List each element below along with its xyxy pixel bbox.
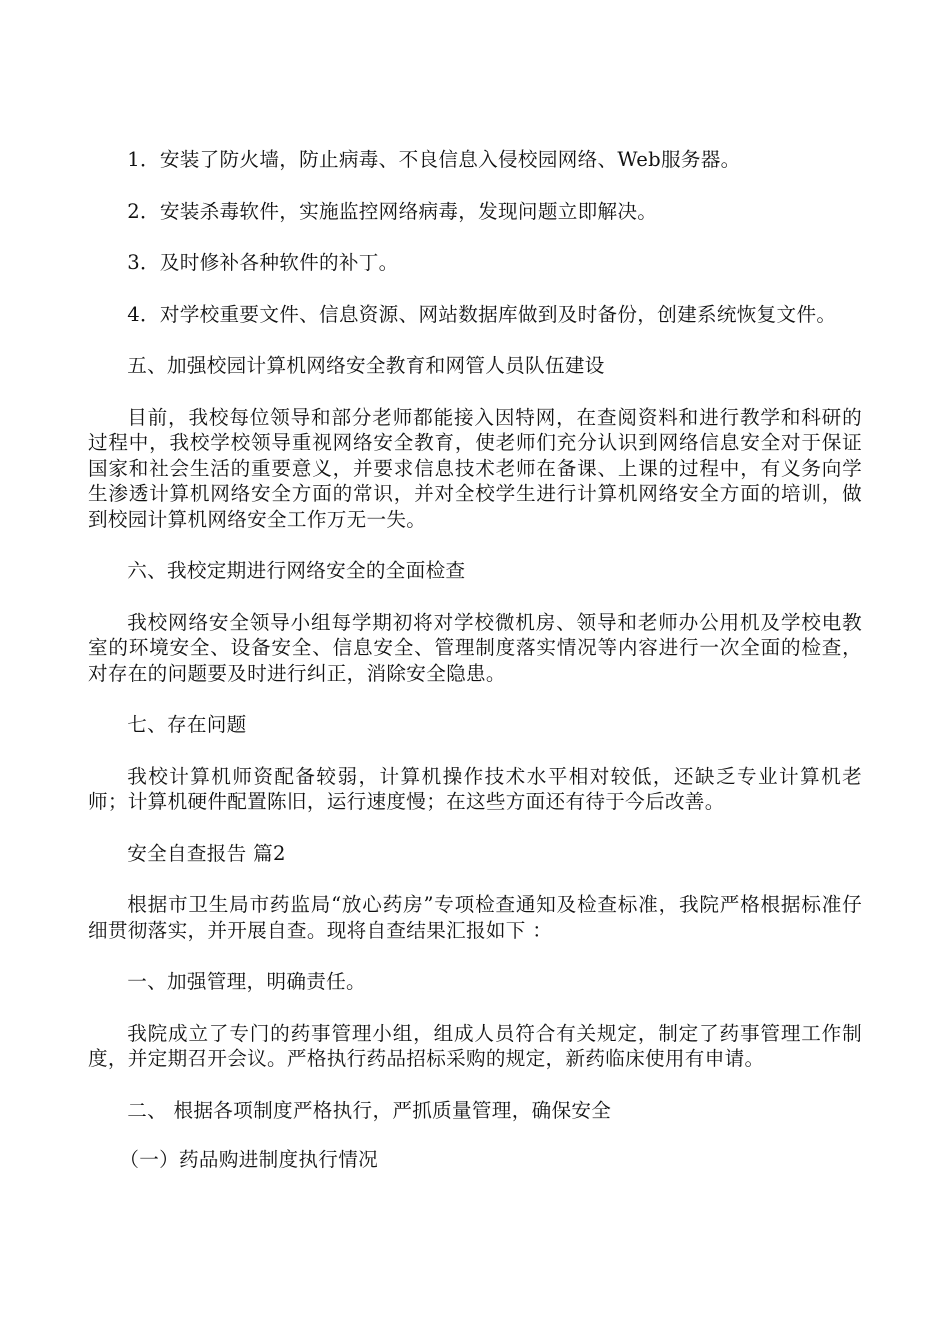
- section-heading-7: 七、存在问题: [127, 713, 247, 736]
- section-heading-6: 六、我校定期进行网络安全的全面检查: [127, 559, 466, 582]
- report-title-part-2: 安全自查报告 篇2: [127, 841, 286, 865]
- paragraph-1: 1．安装了防火墙，防止病毒、不良信息入侵校园网络、Web服务器。: [127, 148, 741, 171]
- paragraph-3: 3．及时修补各种软件的补丁。: [127, 251, 399, 274]
- paragraph-6: 我校网络安全领导小组每学期初将对学校微机房、领导和老师办公用机及学校电教室的环境安全、设备安全、信息安全、管理制度落实情况等内容进行一次全面的检查，对存在的问题要及时进行纠正，消除安全隐患。: [88, 610, 862, 685]
- paragraph-4: 4．对学校重要文件、信息资源、网站数据库做到及时备份，创建系统恢复文件。: [127, 302, 837, 326]
- paragraph-8: 根据市卫生局市药监局“放心药房”专项检查通知及检查标准，我院严格根据标准仔细贯彻落实，并开展自查。现将自查结果汇报如下 ：: [88, 893, 862, 942]
- section-heading-5: 五、加强校园计算机网络安全教育和网管人员队伍建设: [127, 354, 605, 377]
- subsection-heading-1: （一）药品购进制度执行情况: [119, 1148, 378, 1171]
- paragraph-2: 2．安装杀毒软件，实施监控网络病毒，发现问题立即解决。: [127, 199, 658, 223]
- document-body: [88, 147, 862, 1173]
- section-heading-1: 一、加强管理，明确责任。: [127, 970, 366, 993]
- paragraph-7: 我校计算机师资配备较弱，计算机操作技术水平相对较低，还缺乏专业计算机老师；计算机硬件配置陈旧，运行速度慢；在这些方面还有待于今后改善。: [88, 764, 862, 813]
- paragraph-9: 我院成立了专门的药事管理小组，组成人员符合有关规定，制定了药事管理工作制度，并定期召开会议。严格执行药品招标采购的规定，新药临床使用有申请。: [88, 1021, 862, 1070]
- section-heading-2: 二、 根据各项制度严格执行，严抓质量管理，确保安全: [127, 1098, 612, 1122]
- paragraph-5: 目前，我校每位领导和部分老师都能接入因特网，在查阅资料和进行教学和科研的过程中，我校学校领导重视网络安全教育，使老师们充分认识到网络信息安全对于保证国家和社会生活的重要意义，并要求信息技术老师在备课、上课的过程中，有义务向学生渗透计算机网络安全方面的常识，并对全校学生进行计算机网络安全方面的培训，做到校园计算机网络安全工作万无一失。: [88, 405, 862, 531]
